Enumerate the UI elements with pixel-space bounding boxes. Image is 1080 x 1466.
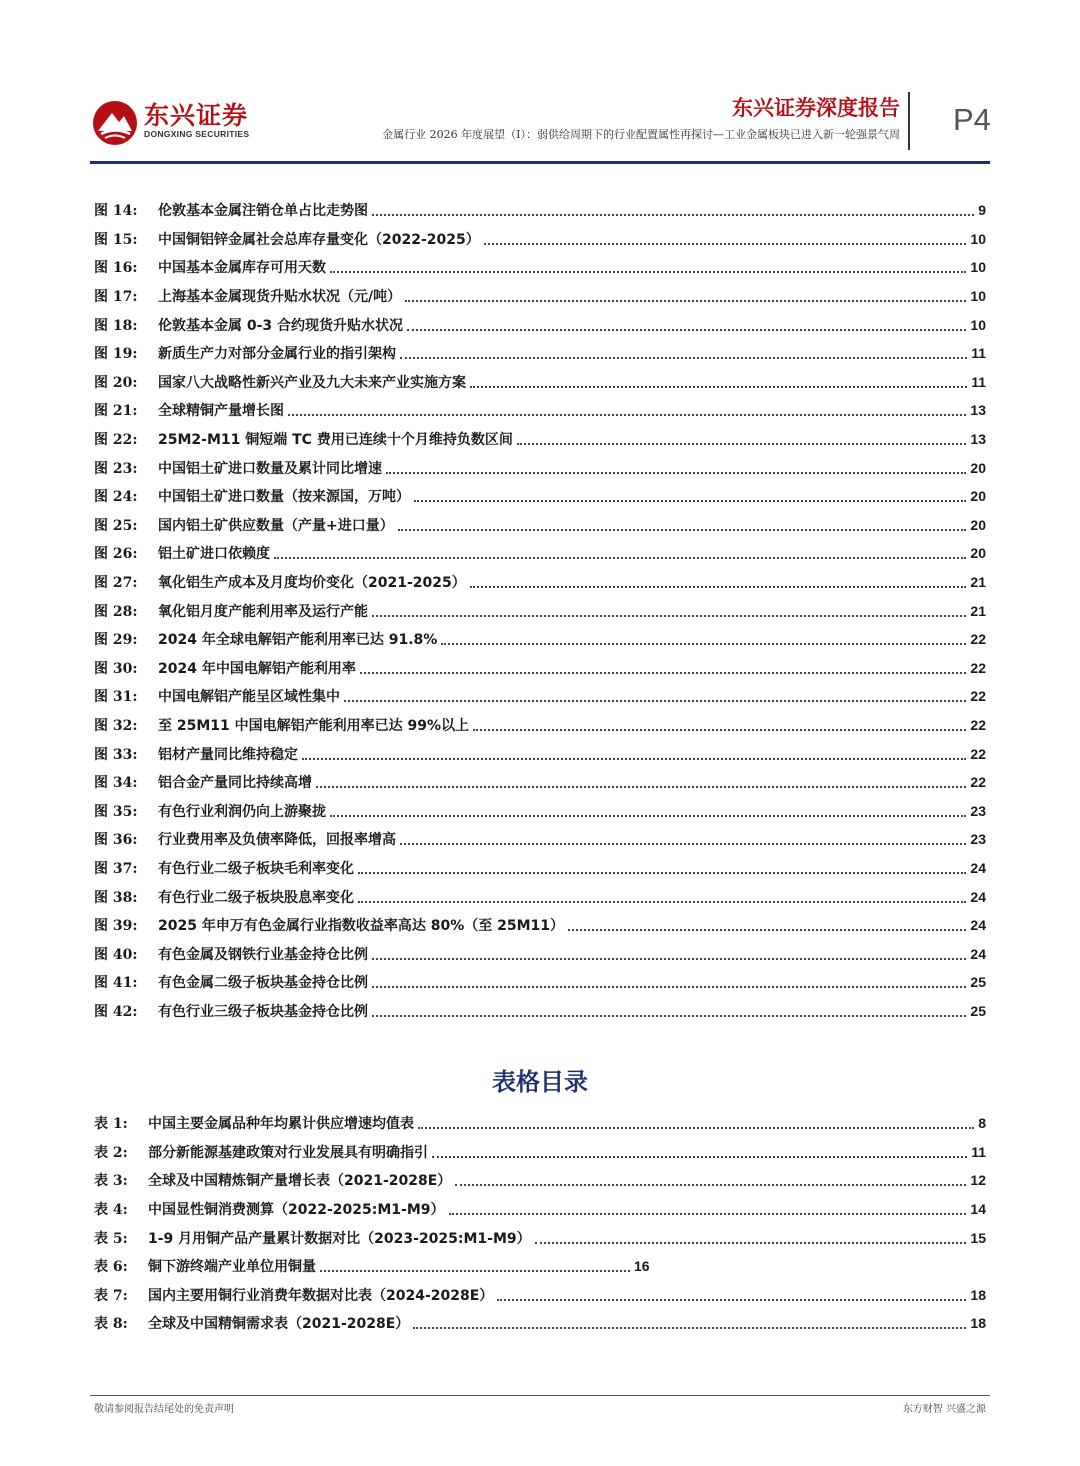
table-toc-entry-title: 国内主要用铜行业消费年数据对比表（2024-2028E） (148, 1287, 494, 1304)
figure-toc-entry-title: 上海基本金属现货升贴水状况（元/吨） (158, 289, 402, 306)
figure-toc-entry-label: 图 40: (94, 946, 138, 963)
figure-toc-entry[interactable] (94, 939, 986, 968)
dot-leader (455, 1184, 966, 1186)
figure-toc-entry[interactable] (94, 825, 986, 854)
dot-leader (330, 815, 966, 817)
figure-toc-entry-page: 23 (970, 802, 986, 819)
figure-toc-entry-title: 有色金属及钢铁行业基金持仓比例 (158, 946, 368, 963)
figure-toc-entry-page: 24 (970, 888, 986, 905)
figure-toc-entry-label: 图 35: (94, 803, 138, 820)
figure-toc-entry[interactable] (94, 539, 986, 568)
figure-toc-entry-page: 22 (970, 716, 986, 733)
dot-leader (497, 1299, 966, 1301)
logo-chinese-name: 东兴证券 (144, 101, 249, 130)
table-toc-entry[interactable] (94, 1109, 986, 1138)
figure-toc-entry-title: 行业费用率及负债率降低，回报率增高 (158, 832, 396, 849)
figure-toc-entry-title: 2024 年全球电解铝产能利用率已达 91.8% (158, 632, 438, 649)
tables-toc-heading: 表格目录 (492, 1068, 588, 1096)
dot-leader (418, 1127, 974, 1129)
dot-leader (372, 958, 966, 960)
figure-toc-entry[interactable] (94, 196, 986, 225)
figure-toc-entry-page: 25 (970, 1002, 986, 1019)
figure-toc-entry-title: 中国铝土矿进口数量及累计同比增速 (158, 460, 382, 477)
figure-toc-entry[interactable] (94, 453, 986, 482)
figure-toc-entry-title: 氧化铝月度产能利用率及运行产能 (158, 603, 368, 620)
dot-leader (449, 1213, 967, 1215)
dot-leader (302, 758, 966, 760)
table-toc-entry-title: 1-9 月用铜产品产量累计数据对比（2023-2025:M1-M9） (148, 1230, 531, 1247)
figure-toc-entry[interactable] (94, 796, 986, 825)
table-toc-entry-page: 16 (634, 1258, 650, 1275)
figure-toc-entry-page: 20 (970, 459, 986, 476)
dot-leader (413, 1327, 966, 1329)
figure-toc-entry-title: 至 25M11 中国电解铝产能利用率已达 99%以上 (158, 717, 470, 734)
figure-toc-entry[interactable] (94, 396, 986, 425)
figure-toc-entry-label: 图 32: (94, 717, 138, 734)
figure-toc-entry-page: 24 (970, 917, 986, 934)
figure-toc-entry-title: 国家八大战略性新兴产业及九大未来产业实施方案 (158, 374, 466, 391)
dot-leader (358, 901, 966, 903)
table-toc-entry-page: 12 (970, 1172, 986, 1189)
table-toc-entry-label: 表 5: (94, 1230, 128, 1247)
figure-toc-entry-page: 13 (970, 402, 986, 419)
table-toc-entry[interactable] (94, 1195, 986, 1224)
figure-toc-entry[interactable] (94, 882, 986, 911)
dongxing-logo-icon (92, 100, 138, 146)
table-toc-entry-page: 15 (970, 1229, 986, 1246)
figure-toc-entry[interactable] (94, 854, 986, 883)
figure-toc-entry-title: 有色行业二级子板块毛利率变化 (158, 860, 354, 877)
dot-leader (360, 672, 967, 674)
dot-leader (372, 986, 966, 988)
figure-toc-entry-page: 21 (970, 574, 986, 591)
table-toc-entry-label: 表 6: (94, 1259, 128, 1276)
figure-toc-entry-page: 22 (970, 688, 986, 705)
figure-toc-entry-label: 图 15: (94, 231, 138, 248)
figure-toc-entry-title: 有色金属二级子板块基金持仓比例 (158, 975, 368, 992)
figure-toc-entry[interactable] (94, 997, 986, 1026)
figure-toc-entry[interactable] (94, 682, 986, 711)
dot-leader (407, 329, 966, 331)
figure-toc-entry-label: 图 31: (94, 689, 138, 706)
figure-toc-entry-title: 有色行业三级子板块基金持仓比例 (158, 1003, 368, 1020)
figure-toc-entry[interactable] (94, 625, 986, 654)
figure-toc-entry-title: 全球精铜产量增长图 (158, 403, 284, 420)
figure-toc-entry-label: 图 25: (94, 517, 138, 534)
table-toc-entry[interactable] (94, 1252, 926, 1281)
company-logo (92, 96, 252, 148)
dot-leader (432, 1156, 967, 1158)
figure-toc-entry[interactable] (94, 310, 986, 339)
table-toc-entry-label: 表 2: (94, 1144, 128, 1161)
table-toc-entry-page: 14 (970, 1201, 986, 1218)
table-toc-entry-page: 18 (970, 1315, 986, 1332)
figure-toc-entry-label: 图 33: (94, 746, 138, 763)
figure-toc-entry-title: 伦敦基本金属注销仓单占比走势图 (158, 203, 368, 220)
dot-leader (372, 615, 966, 617)
dot-leader (372, 1015, 966, 1017)
dot-leader (398, 529, 967, 531)
figure-toc-entry[interactable] (94, 768, 986, 797)
figure-toc-entry[interactable] (94, 511, 986, 540)
figure-toc-entry[interactable] (94, 596, 986, 625)
dot-leader (441, 643, 966, 645)
dot-leader (535, 1242, 967, 1244)
table-toc-entry-title: 全球及中国精铜需求表（2021-2028E） (148, 1316, 410, 1333)
figure-toc-entry-page: 9 (978, 202, 986, 219)
figure-toc-entry-title: 伦敦基本金属 0-3 合约现货升贴水状况 (158, 317, 404, 334)
table-toc-entry-page: 11 (971, 1143, 986, 1160)
figure-toc-entry-label: 图 37: (94, 860, 138, 877)
figure-toc-entry-label: 图 30: (94, 660, 138, 677)
figure-toc-entry[interactable] (94, 368, 986, 397)
report-type-title: 东兴证券深度报告 (732, 96, 900, 120)
figure-toc-entry[interactable] (94, 425, 986, 454)
figure-toc-entry[interactable] (94, 711, 986, 740)
dot-leader (568, 929, 966, 931)
dot-leader (288, 414, 966, 416)
figure-toc-entry-title: 中国铝土矿进口数量（按来源国，万吨） (158, 489, 410, 506)
table-toc-entry-title: 全球及中国精炼铜产量增长表（2021-2028E） (148, 1173, 452, 1190)
figure-toc-entry-label: 图 36: (94, 832, 138, 849)
figure-toc-entry-page: 10 (970, 288, 986, 305)
figure-toc-entry-label: 图 27: (94, 575, 138, 592)
dot-leader (470, 386, 967, 388)
dot-leader (414, 500, 966, 502)
table-toc-entry-label: 表 8: (94, 1316, 128, 1333)
figure-toc-entry-page: 22 (970, 631, 986, 648)
figure-toc-entry-label: 图 22: (94, 432, 138, 449)
figure-toc-entry[interactable] (94, 482, 986, 511)
figure-toc-list (94, 196, 986, 1025)
figure-toc-entry-label: 图 16: (94, 260, 138, 277)
dot-leader (400, 843, 966, 845)
figure-toc-entry-page: 24 (970, 945, 986, 962)
figure-toc-entry-label: 图 26: (94, 546, 138, 563)
figure-toc-entry-page: 23 (970, 831, 986, 848)
logo-english-name: DONGXING SECURITIES (144, 129, 250, 139)
table-toc-entry[interactable] (94, 1138, 986, 1167)
figure-toc-entry-title: 中国基本金属库存可用天数 (158, 260, 326, 277)
figure-toc-entry-page: 20 (970, 545, 986, 562)
figure-toc-entry-label: 图 14: (94, 203, 138, 220)
figure-toc-entry-page: 20 (970, 488, 986, 505)
dot-leader (400, 357, 967, 359)
figure-toc-entry[interactable] (94, 739, 986, 768)
figure-toc-entry-title: 铝材产量同比维持稳定 (158, 746, 298, 763)
table-toc-entry-title: 铜下游终端产业单位用铜量 (148, 1259, 316, 1276)
figure-toc-entry-label: 图 20: (94, 374, 138, 391)
table-toc-entry-label: 表 7: (94, 1287, 128, 1304)
figure-toc-entry-page: 10 (970, 230, 986, 247)
table-toc-entry-page: 18 (970, 1286, 986, 1303)
figure-toc-entry-label: 图 41: (94, 975, 138, 992)
footer-slogan: 东方财智 兴盛之源 (902, 1404, 986, 1415)
figure-toc-entry-label: 图 21: (94, 403, 138, 420)
figure-toc-entry-label: 图 38: (94, 889, 138, 906)
dot-leader (274, 557, 966, 559)
dot-leader (470, 586, 967, 588)
figure-toc-entry-label: 图 42: (94, 1003, 138, 1020)
figure-toc-entry-page: 11 (971, 373, 986, 390)
figure-toc-entry-page: 24 (970, 859, 986, 876)
table-toc-entry-label: 表 1: (94, 1116, 128, 1133)
footer-rule (90, 1395, 990, 1396)
table-toc-entry[interactable] (94, 1166, 986, 1195)
figure-toc-entry-title: 氧化铝生产成本及月度均价变化（2021-2025） (158, 575, 466, 592)
figure-toc-entry[interactable] (94, 282, 986, 311)
dot-leader (405, 300, 966, 302)
table-toc-list (94, 1109, 986, 1338)
figure-toc-entry-page: 25 (970, 974, 986, 991)
figure-toc-entry-title: 中国电解铝产能呈区域性集中 (158, 689, 340, 706)
figure-toc-entry-title: 有色行业二级子板块股息率变化 (158, 889, 354, 906)
page-number: P4 (953, 102, 991, 137)
figure-toc-entry-label: 图 17: (94, 289, 138, 306)
figure-toc-entry-label: 图 34: (94, 775, 138, 792)
figure-toc-entry-page: 10 (970, 316, 986, 333)
figure-toc-entry[interactable] (94, 225, 986, 254)
dot-leader (517, 443, 967, 445)
figure-toc-entry-page: 22 (970, 774, 986, 791)
figure-toc-entry-title: 国内铝土矿供应数量（产量+进口量） (158, 517, 394, 534)
figure-toc-entry[interactable] (94, 968, 986, 997)
figure-toc-entry-label: 图 28: (94, 603, 138, 620)
figure-toc-entry-page: 20 (970, 516, 986, 533)
figure-toc-entry-title: 铝合金产量同比持续高增 (158, 775, 312, 792)
dot-leader (316, 786, 966, 788)
figure-toc-entry-page: 22 (970, 659, 986, 676)
dot-leader (386, 472, 966, 474)
figure-toc-entry-label: 图 19: (94, 346, 138, 363)
figure-toc-entry-title: 25M2-M11 铜短端 TC 费用已连续十个月维持负数区间 (158, 432, 513, 449)
dot-leader (372, 214, 974, 216)
figure-toc-entry-label: 图 23: (94, 460, 138, 477)
figure-toc-entry-page: 21 (970, 602, 986, 619)
table-toc-entry-title: 中国显性铜消费测算（2022-2025:M1-M9） (148, 1202, 445, 1219)
table-toc-entry[interactable] (94, 1223, 986, 1252)
figure-toc-entry-page: 11 (971, 345, 986, 362)
figure-toc-entry-title: 2025 年申万有色金属行业指数收益率高达 80%（至 25M11） (158, 918, 564, 935)
header-divider (908, 92, 910, 150)
header-rule (90, 161, 990, 164)
dot-leader (484, 243, 967, 245)
figure-toc-entry-page: 13 (970, 431, 986, 448)
figure-toc-entry[interactable] (94, 654, 986, 683)
dot-leader (473, 729, 966, 731)
figure-toc-entry[interactable] (94, 568, 986, 597)
table-toc-entry-title: 中国主要金属品种年均累计供应增速均值表 (148, 1116, 414, 1133)
figure-toc-entry-label: 图 18: (94, 317, 138, 334)
figure-toc-entry[interactable] (94, 911, 986, 940)
table-toc-entry-label: 表 4: (94, 1202, 128, 1219)
figure-toc-entry-label: 图 29: (94, 632, 138, 649)
report-subtitle: 金属行业 2026 年度展望（I）：弱供给周期下的行业配置属性再探讨—工业金属板块已进入新一轮强景气周 (382, 128, 900, 141)
footer-disclaimer: 敬请参阅报告结尾处的免责声明 (94, 1404, 234, 1415)
figure-toc-entry[interactable] (94, 339, 986, 368)
dot-leader (320, 1270, 630, 1272)
figure-toc-entry-title: 有色行业利润仍向上游聚拢 (158, 803, 326, 820)
figure-toc-entry-page: 10 (970, 259, 986, 276)
figure-toc-entry-label: 图 39: (94, 918, 138, 935)
figure-toc-entry-title: 中国铜铝锌金属社会总库存量变化（2022-2025） (158, 231, 480, 248)
figure-toc-entry-page: 22 (970, 745, 986, 762)
dot-leader (344, 700, 966, 702)
table-toc-entry[interactable] (94, 1309, 986, 1338)
figure-toc-entry-title: 新质生产力对部分金属行业的指引架构 (158, 346, 396, 363)
figure-toc-entry[interactable] (94, 253, 986, 282)
table-toc-entry-label: 表 3: (94, 1173, 128, 1190)
figure-toc-entry-title: 铝土矿进口依赖度 (158, 546, 270, 563)
dot-leader (330, 271, 966, 273)
table-toc-entry[interactable] (94, 1281, 986, 1310)
table-toc-entry-page: 8 (978, 1115, 986, 1132)
figure-toc-entry-label: 图 24: (94, 489, 138, 506)
table-toc-entry-title: 部分新能源基建政策对行业发展具有明确指引 (148, 1144, 428, 1161)
dot-leader (358, 872, 966, 874)
figure-toc-entry-title: 2024 年中国电解铝产能利用率 (158, 660, 356, 677)
